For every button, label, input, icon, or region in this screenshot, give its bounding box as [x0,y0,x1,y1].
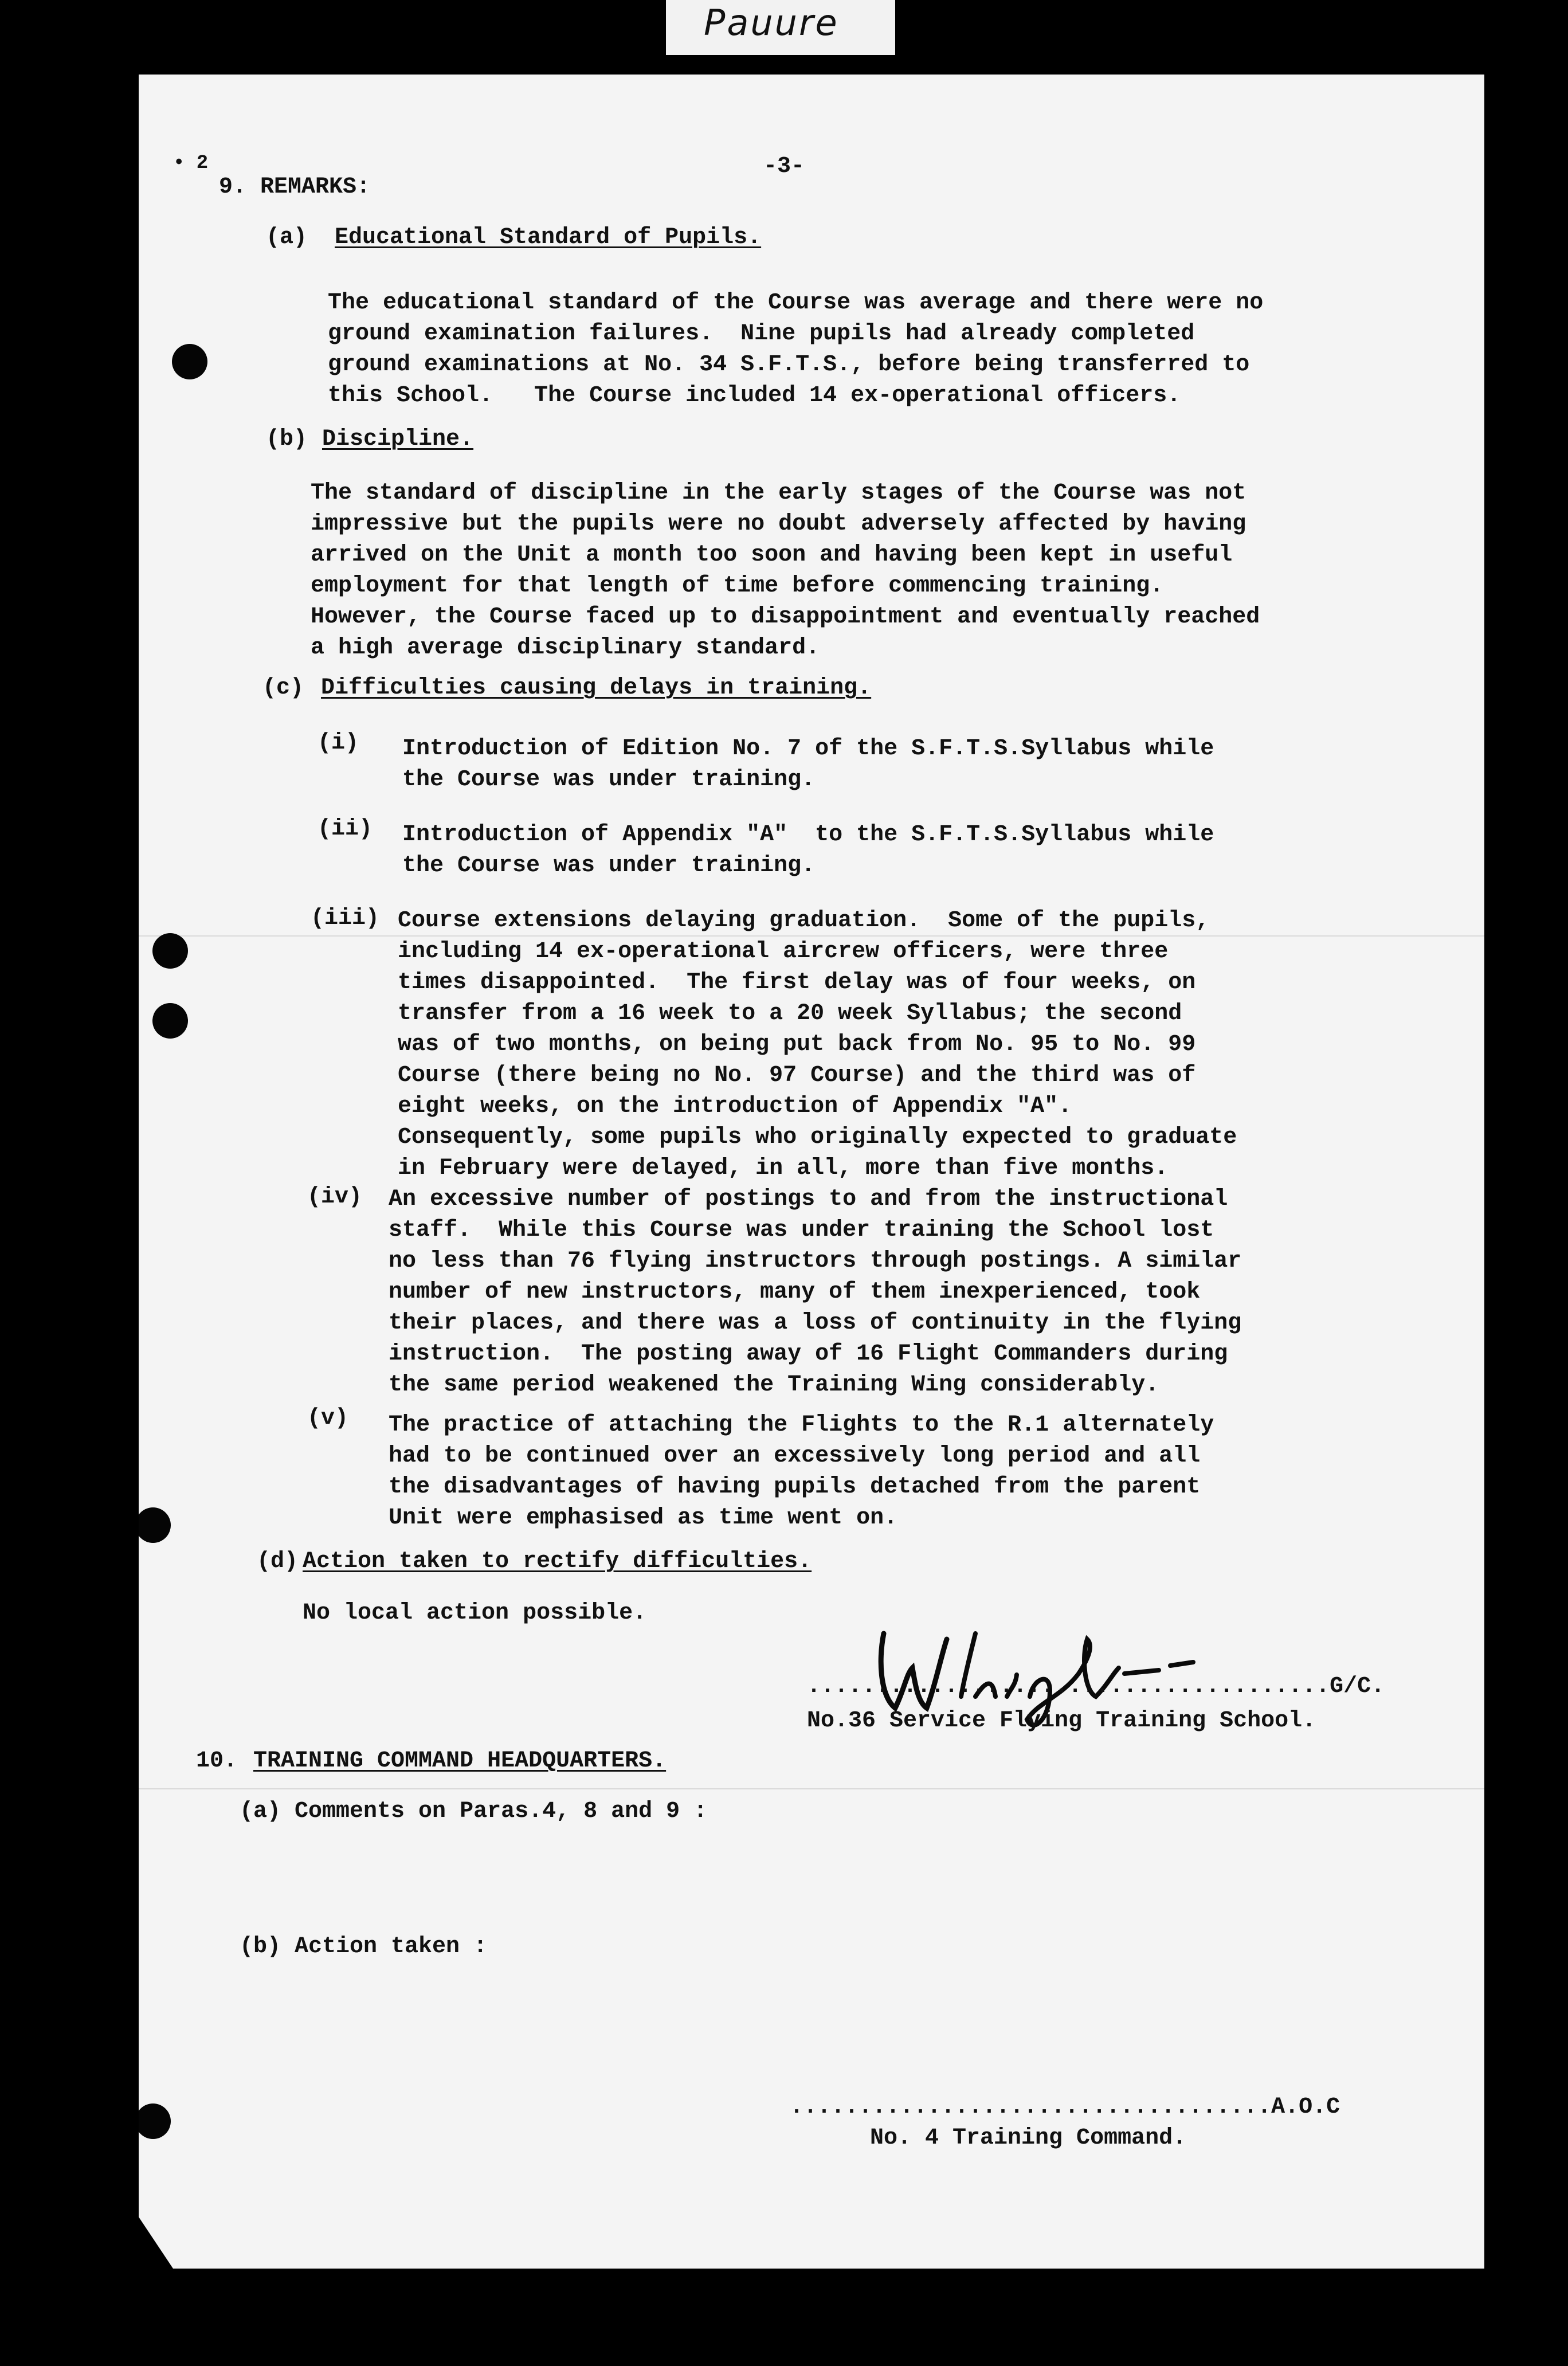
item-iii-text: Course extensions delaying graduation. Some of the pupils, including 14 ex-operational aircrew officers, were three times disappointed. The first delay was of four weeks, on transfer from a 16 week to a 20 week Syllabus; the second was of two months, on being put back from No. 95 to No. 99 Course (there being no No. 97 Course) and the third was of eight weeks, on the introduction of Appendix "A". Consequently, some pupils who originally expected to graduate in February were delayed, in all, more than five months. [398,908,1237,1181]
section-b-label: (b) [266,426,308,452]
punch-hole [152,933,188,969]
signature-line-aoc: ...................................A.O.C [790,2094,1340,2120]
item-iv-number: (iv) [307,1184,363,1210]
section-10-b: (b) Action taken : [240,1934,488,1960]
signature-line-gc: ......................................G/C. [807,1674,1385,1699]
document-page [139,75,1484,2269]
folded-corner [139,2217,173,2269]
punch-hole [139,1507,171,1543]
section-d-text: No local action possible. [303,1600,647,1626]
punch-hole [139,2103,171,2139]
section-a-text: The educational standard of the Course was average and there were no ground examination failures. Nine pupils had already completed ground examinations at No. 34 S.F.T.S., before being transferred to this School. The Course included 14 ex-operational officers. [328,290,1264,409]
fold-line [139,1788,1484,1789]
item-v-text: The practice of attaching the Flights to the R.1 alternately had to be continued over an excessively long period and all the disadvantages of having pupils detached from the parent Unit were emphasised as time went on. [389,1412,1214,1531]
section-10-a: (a) Comments on Paras.4, 8 and 9 : [240,1799,708,1824]
section-10-number: 10. [196,1748,238,1774]
section-a-label: (a) [266,225,308,250]
page-number: -3- [763,154,805,179]
item-v-number: (v) [307,1405,349,1431]
section-c-title: Difficulties causing delays in training. [321,675,872,701]
margin-mark: • 2 [173,152,209,174]
section-a-title: Educational Standard of Pupils. [335,225,762,250]
section-10-heading: TRAINING COMMAND HEADQUARTERS. [253,1748,667,1774]
item-iii-number: (iii) [311,906,380,931]
section-d-title: Action taken to rectify difficulties. [303,1549,812,1574]
section-b-text: The standard of discipline in the early stages of the Course was not impressive but the pupils were no doubt adversely affected by having arrived on the Unit a month too soon and having been kept in useful employment for that length of time before commencing training. However, the Course faced up to disappointment and eventually reached a high average disciplinary standard. [311,480,1260,661]
item-iv-text: An excessive number of postings to and from the instructional staff. While this Course was under training the School lost no less than 76 flying instructors through postings. A similar number of new instructors, many of them inexperienced, took their places, and there was a loss of continuity in the flying instruction. The posting away of 16 Flight Commanders during the same period weakened the Training Wing considerably. [389,1186,1242,1398]
signature-unit-school: No.36 Service Flying Training School. [807,1708,1316,1734]
item-ii-number: (ii) [317,816,373,842]
item-ii-text: Introduction of Appendix "A" to the S.F.T.S.Syllabus while the Course was under training. [402,822,1214,879]
section-d-label: (d) [257,1549,299,1574]
section-9-heading: 9. REMARKS: [219,174,371,200]
section-b-title: Discipline. [322,426,474,452]
punch-hole [172,344,207,379]
item-i-number: (i) [317,730,359,756]
signature-unit-command: No. 4 Training Command. [870,2125,1187,2151]
file-tag-label: Pauure [666,0,895,55]
item-i-text: Introduction of Edition No. 7 of the S.F.T.S.Syllabus while the Course was under training. [402,736,1214,793]
punch-hole [152,1003,188,1039]
section-c-label: (c) [262,675,304,701]
